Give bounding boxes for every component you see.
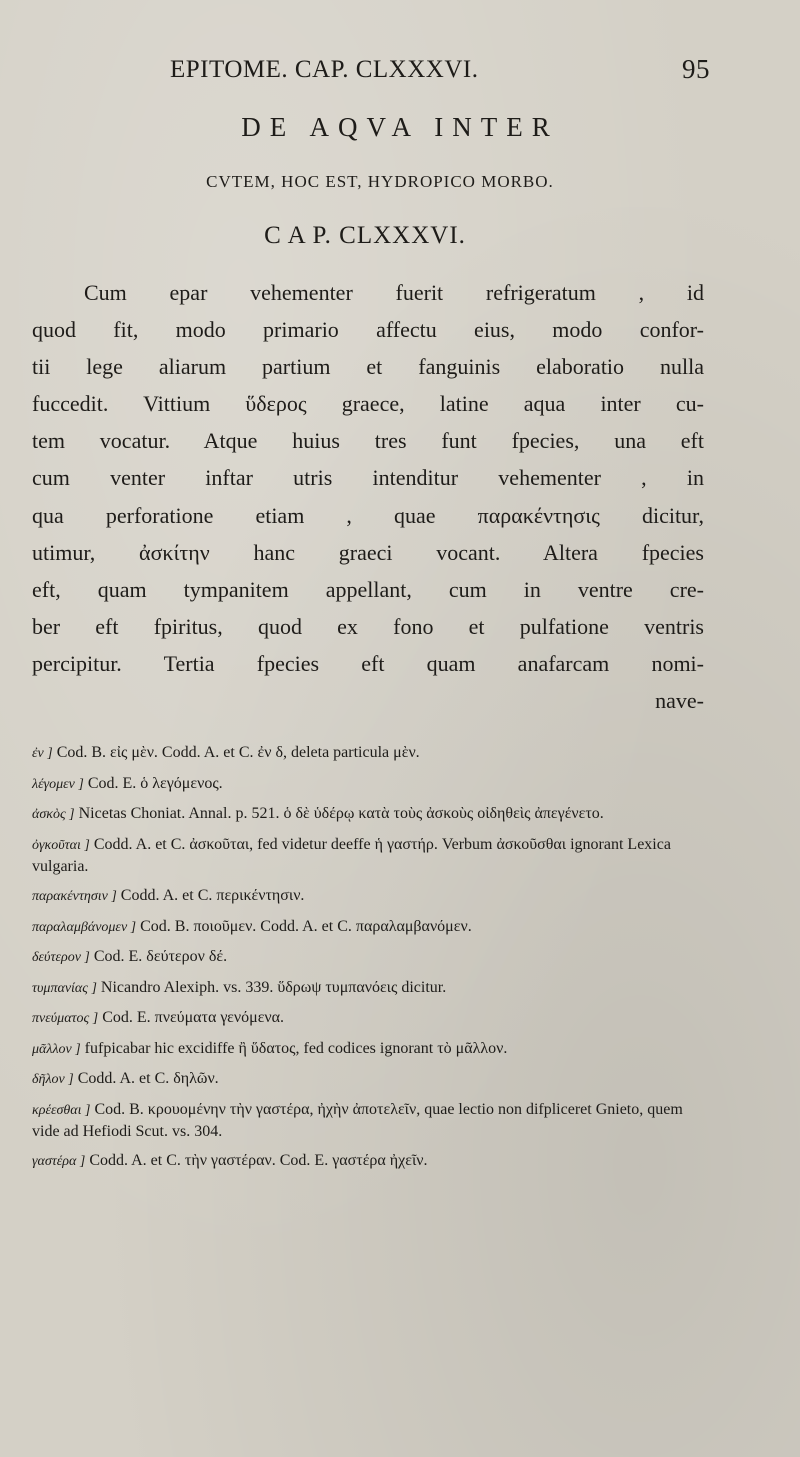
running-head <box>170 56 710 96</box>
running-title: EPITOME. CAP. CLXXXVI. <box>170 56 479 83</box>
main-text <box>32 274 704 719</box>
footnote-text: Codd. A. et C. ἀσκοῦται, fed videtur deeffe ἡ γαστήρ. Verbum ἀσκοῦσθαι ignorant Lexica vulgaria. <box>32 835 671 875</box>
footnote <box>32 1038 704 1060</box>
footnote <box>32 946 704 968</box>
text-line: fuccedit. Vittium ὕδερος graece, latine aqua inter cu- <box>32 391 704 417</box>
text-line: quod fit, modo primario affectu eius, modo confor- <box>32 317 704 343</box>
footnote-lemma: ἐν ] <box>32 746 53 761</box>
text-line: eft, quam tympanitem appellant, cum in ventre cre- <box>32 576 704 602</box>
footnote-text: Nicetas Choniat. Annal. p. 521. ὁ δὲ ὑδέρῳ κατὰ τοὺς ἀσκοὺς οἰδηθεὶς ἀπεγένετο. <box>78 805 604 822</box>
footnote-text: Nicandro Alexiph. vs. 339. ὕδρωψ τυμπανόεις dicitur. <box>100 978 447 996</box>
text-line: Cum epar vehementer fuerit refrigeratum , id <box>84 280 704 305</box>
footnote <box>32 1150 704 1172</box>
footnote-lemma: λέγομεν ] <box>32 776 84 792</box>
footnote <box>32 773 704 795</box>
text-line: qua perforatione etiam , quae παρακέντησις dicitur, <box>32 502 704 528</box>
footnote <box>32 885 704 907</box>
footnote <box>32 834 704 877</box>
footnote <box>32 977 704 999</box>
text-line: percipitur. Tertia fpecies eft quam anafarcam nomi- <box>32 650 704 676</box>
page-number: 95 <box>682 54 710 84</box>
footnote <box>32 1007 704 1029</box>
footnote-text: fufpicabar hic excidiffe ἢ ὕδατος, fed codices ignorant τὸ μᾶλλον. <box>84 1039 508 1057</box>
footnote-lemma: παρακέντησιν ] <box>32 889 117 904</box>
footnote-text: Cod. B. εἰς μὲν. Codd. A. et C. ἐν δ, deleta particula μὲν. <box>56 744 420 761</box>
footnote-lemma: γαστέρα ] <box>32 1154 86 1169</box>
text-line: tem vocatur. Atque huius tres funt fpecies, una eft <box>32 428 704 454</box>
footnote-text: Cod. B. κρουομένην τὴν γαστέρα, ἠχὴν ἀποτελεῖν, quae lectio non difpliceret Gnieto, quem vide ad Hefiodi Scut. vs. 304. <box>32 1100 683 1140</box>
chapter-caput: C A P. CLXXXVI. <box>264 222 466 249</box>
text-line: tii lege aliarum partium et fanguinis elaboratio nulla <box>32 354 704 380</box>
footnote <box>32 916 704 938</box>
footnote <box>32 742 704 764</box>
footnotes <box>32 742 704 1181</box>
footnote-lemma: κρέεσθαι ] <box>32 1102 91 1118</box>
footnote-lemma: δῆλον ] <box>32 1072 74 1087</box>
footnote-text: Codd. A. et C. δηλῶν. <box>77 1070 219 1087</box>
footnote <box>32 1068 704 1090</box>
footnote-lemma: ὀγκοῦται ] <box>32 837 90 853</box>
footnote-lemma: ἀσκὸς ] <box>32 807 75 822</box>
footnote <box>32 1099 704 1142</box>
footnote-text: Cod. B. ποιοῦμεν. Codd. A. et C. παραλαμβανόμεν. <box>140 917 472 935</box>
chapter-title-line2: CVTEM, HOC EST, HYDROPICO MORBO. <box>206 172 554 191</box>
chapter-title-line1: DE AQVA INTER <box>241 112 559 142</box>
footnote-text: Cod. E. ὁ λεγόμενος. <box>87 774 223 792</box>
footnote-text: Cod. E. πνεύματα γενόμενα. <box>102 1009 285 1026</box>
footnote-lemma: πνεύματος ] <box>32 1011 99 1026</box>
footnote-text: Cod. E. δεύτερον δέ. <box>93 948 228 965</box>
text-line: cum venter inftar utris intenditur vehementer , in <box>32 465 704 491</box>
text-line: utimur, ἀσκίτην hanc graeci vocant. Altera fpecies <box>32 539 704 565</box>
footnote-lemma: παραλαμβάνομεν ] <box>32 919 137 935</box>
text-line: ber eft fpiritus, quod ex fono et pulfatione ventris <box>32 613 704 639</box>
footnote-lemma: τυμπανίας ] <box>32 980 97 996</box>
footnote <box>32 803 704 825</box>
footnote-lemma: μᾶλλον ] <box>32 1041 81 1057</box>
text-line: nave- <box>655 688 704 714</box>
footnote-text: Codd. A. et C. περικέντησιν. <box>120 887 305 904</box>
footnote-lemma: δεύτερον ] <box>32 950 90 965</box>
footnote-text: Codd. A. et C. τὴν γαστέραν. Cod. E. γαστέρα ἠχεῖν. <box>89 1152 428 1169</box>
